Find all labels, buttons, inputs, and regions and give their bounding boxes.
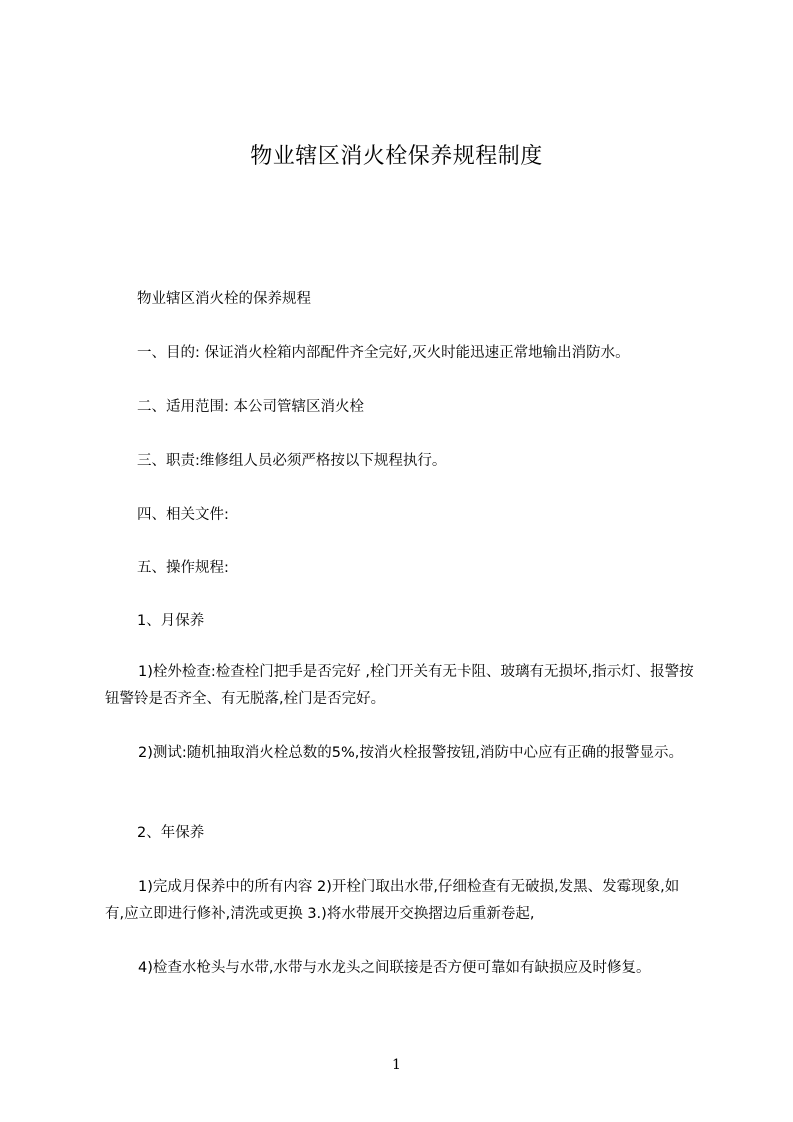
paragraph-annual-item-1: 1)完成月保养中的所有内容 2)开栓门取出水带,仔细检查有无破损,发黑、发霉现象,如有,应立即进行修补,清洗或更换 3.)将水带展开交换摺边后重新卷起, — [105, 879, 680, 922]
document-title: 物业辖区消火栓保养规程制度 — [250, 144, 543, 169]
paragraph-annual-heading: 2、年保养 — [137, 825, 205, 841]
paragraph-monthly-item-2: 2)测试:随机抽取消火栓总数的5%,按消火栓报警按钮,消防中心应有正确的报警显示。 — [138, 745, 683, 761]
paragraph-purpose: 一、目的: 保证消火栓箱内部配件齐全完好,灭火时能迅速正常地输出消防水。 — [137, 345, 630, 361]
paragraph-monthly-item-1: 1)栓外检查:检查栓门把手是否完好 ,栓门开关有无卡阻、玻璃有无损坏,指示灯、报警按钮警铃是否齐全、有无脱落,栓门是否完好。 — [105, 664, 694, 707]
page-number: 1 — [392, 1057, 401, 1073]
paragraph-subtitle: 物业辖区消火栓的保养规程 — [137, 291, 311, 307]
paragraph-scope: 二、适用范围: 本公司管辖区消火栓 — [137, 399, 364, 415]
paragraph-annual-item-2: 4)检查水枪头与水带,水带与水龙头之间联接是否方便可靠如有缺损应及时修复。 — [138, 960, 651, 976]
paragraph-procedure: 五、操作规程: — [137, 560, 229, 576]
paragraph-related-docs: 四、相关文件: — [137, 507, 229, 523]
paragraph-responsibility: 三、职责:维修组人员必须严格按以下规程执行。 — [137, 453, 447, 469]
paragraph-monthly-heading: 1、月保养 — [137, 613, 205, 629]
